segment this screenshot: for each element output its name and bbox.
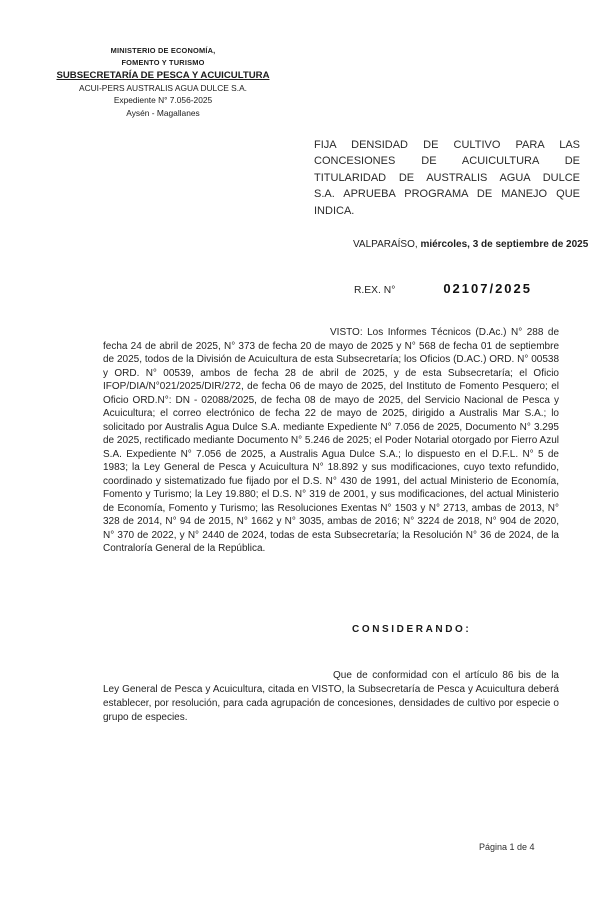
regions-line: Aysén - Magallanes — [126, 107, 200, 118]
resolution-number-line — [354, 281, 532, 296]
page-number: Página 1 de 4 — [479, 842, 535, 852]
applicant-line: ACUI-PERS AUSTRALIS AGUA DULCE S.A. — [78, 83, 247, 94]
dateline — [353, 239, 588, 250]
subsecretaria-name: SUBSECRETARÍA DE PESCA Y ACUICULTURA — [56, 69, 270, 81]
resolution-number-value: 02107/2025 — [443, 281, 532, 296]
considerando-heading: CONSIDERANDO: — [352, 624, 472, 635]
visto-paragraph: VISTO: Los Informes Técnicos (D.Ac.) N° 288 de fecha 24 de abril de 2025, N° 373 de fecha 20 de mayo de 2025 y N° 568 de fecha 01 de septiembre de 2025, todos de la División de Acuicultura de esta Subsecretaría; los Oficios (D.AC.) ORD. N° 00538 y ORD. N° 00539, ambos de fecha 28 de abril de 2025, y de esta Subsecretaría; el Oficio IFOP/DIA/N°021/2025/DIR/272, de fecha 06 de mayo de 2025, del Instituto de Fomento Pesquero; el Oficio ORD.N°: DN - 02088/2025, de fecha 08 de mayo de 2025, del Servicio Nacional de Pesca y Acuicultura; el correo electrónico de fecha 22 de mayo de 2025, dirigido a Australis Mar S.A.; lo solicitado por Australis Agua Dulce S.A. mediante Expediente N° 7.056 de 2025, Documento N° 3.295 de 2025, rectificado mediante Documento N° 5.246 de 2025; el Poder Notarial otorgado por Fierro Azul S.A. Expediente N° 7.056 de 2025, a Australis Agua Dulce S.A.; lo dispuesto en el D.F.L. N° 5 de 1983; la Ley General de Pesca y Acuicultura N° 18.892 y sus modificaciones, cuyo texto refundido, coordinado y sistematizado fue fijado por el D.S. N° 430 de 1991, del actual Ministerio de Economía, Fomento y Turismo; la Ley 19.880; el D.S. N° 319 de 2001, y sus modificaciones, del actual Ministerio de Economía, Fomento y Turismo; las Resoluciones Exentas N° 1503 y N° 2713, ambas de 2013, N° 328 de 2014, N° 94 de 2015, N° 1662 y N° 3035, ambas de 2016; N° 3224 de 2018, N° 904 de 2020, N° 370 de 2022, y N° 2440 de 2024, todas de esta Subsecretaría; la Resolución N° 36 de 2024, de la Contraloría General de la República. — [103, 327, 559, 554]
dateline-date: miércoles, 3 de septiembre de 2025 — [420, 239, 589, 250]
dateline-city: VALPARAÍSO, — [353, 239, 421, 250]
considerando-paragraph: Que de conformidad con el artículo 86 bis de la Ley General de Pesca y Acuicultura, citada en VISTO, la Subsecretaría de Pesca y Acuicultura deberá establecer, por resolución, para cada agrupación de concesiones, densidades de cultivo por especie o grupo de especies. — [103, 670, 559, 723]
resolution-number-label: R.EX. N° — [354, 285, 396, 296]
resolution-subject: FIJA DENSIDAD DE CULTIVO PARA LAS CONCESIONES DE ACUICULTURA DE TITULARIDAD DE AUSTRALIS AGUA DULCE S.A. APRUEBA PROGRAMA DE MANEJO QUE INDICA. — [314, 139, 580, 217]
ministry-name-line-2: FOMENTO Y TURISMO — [121, 58, 205, 68]
letterhead — [38, 45, 288, 119]
expediente-line: Expediente N° 7.056-2025 — [113, 95, 213, 106]
ministry-name-line-1: MINISTERIO DE ECONOMÍA, — [110, 46, 216, 55]
